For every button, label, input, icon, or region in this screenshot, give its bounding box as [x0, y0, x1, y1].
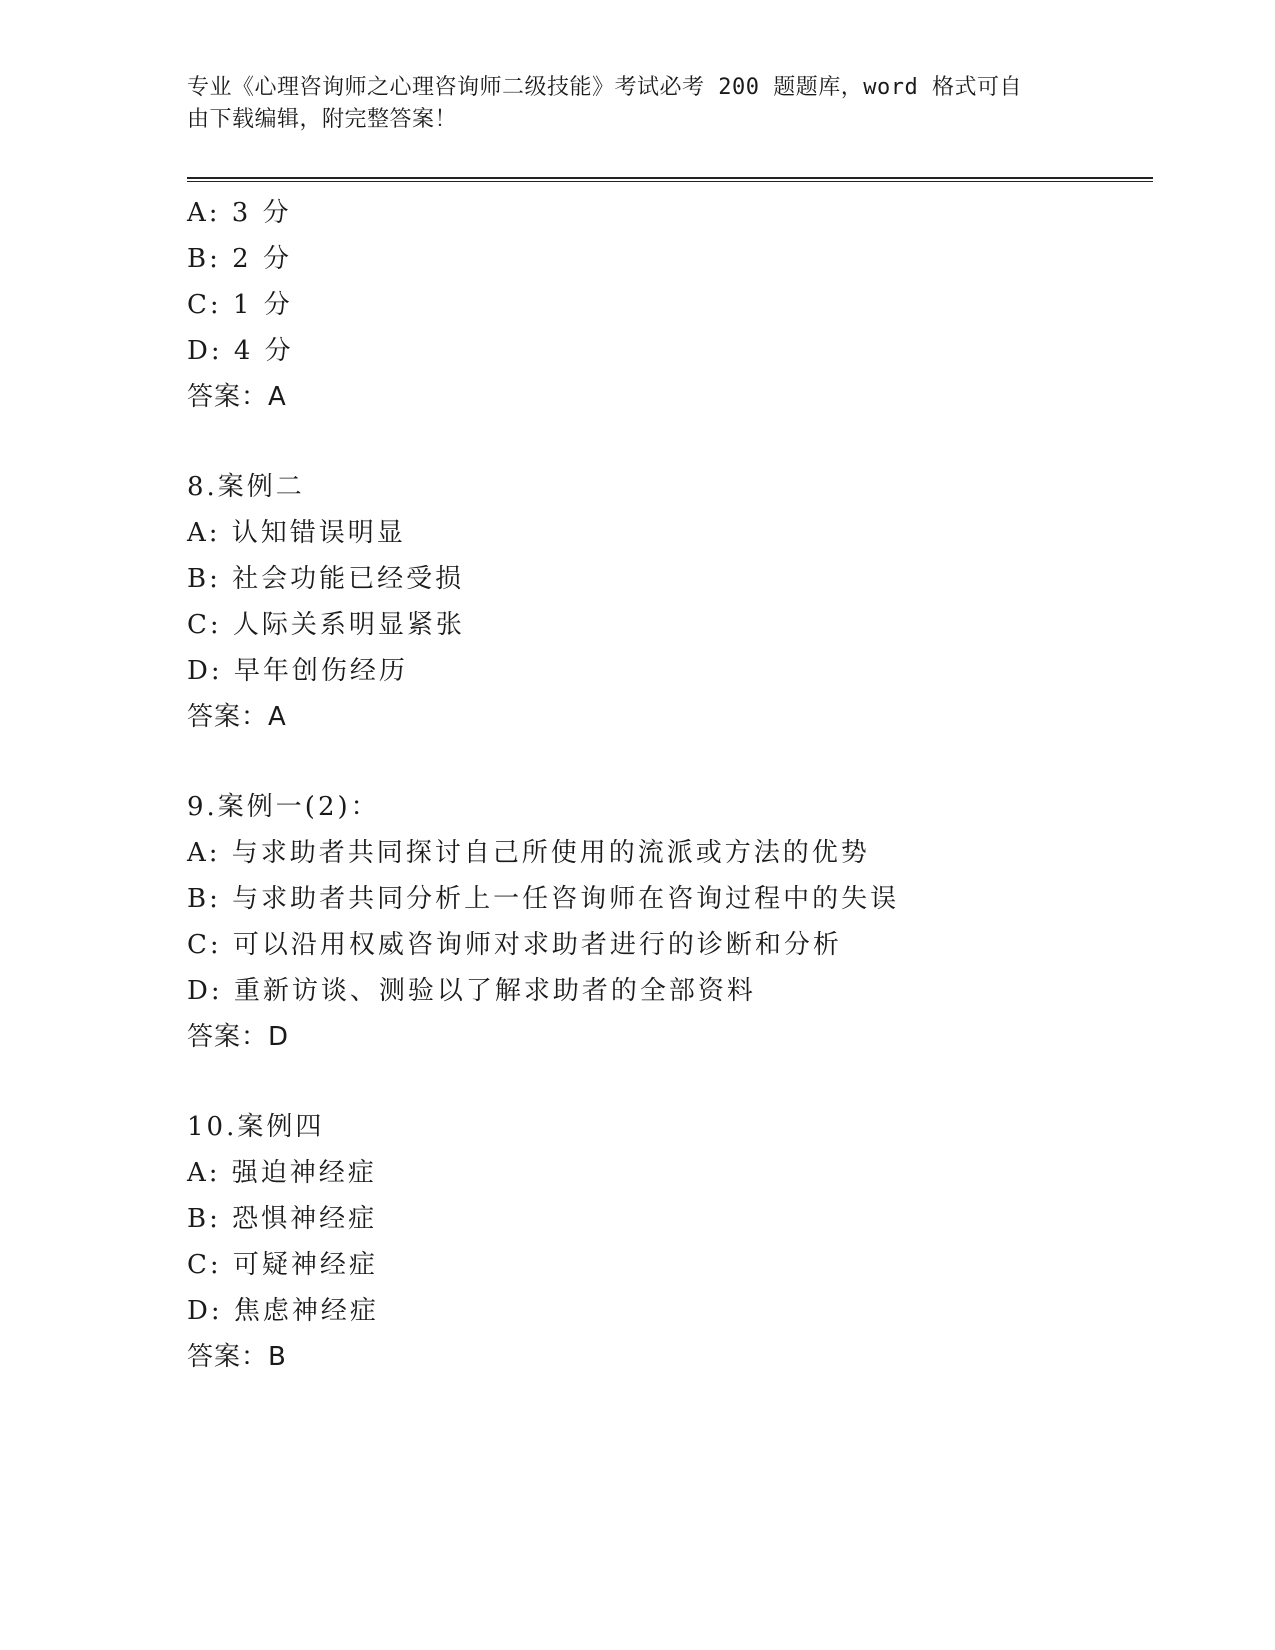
option-d: D: 重新访谈、测验以了解求助者的全部资料 [187, 976, 756, 1006]
header-line-1: 专业《心理咨询师之心理咨询师二级技能》考试必考 200 题题库，word 格式可自 [187, 75, 1022, 100]
option-a: A: 强迫神经症 [187, 1158, 377, 1188]
header-divider [187, 177, 1153, 182]
option-b: B: 社会功能已经受损 [187, 564, 465, 594]
question-title: 8.案例二 [187, 472, 305, 502]
question-partial [187, 190, 1147, 420]
option-b: B: 恐惧神经症 [187, 1204, 378, 1234]
option-a: A: 认知错误明显 [187, 518, 406, 548]
option-c: C: 1 分 [187, 290, 293, 320]
option-d: D: 焦虑神经症 [187, 1296, 379, 1326]
option-c: C: 人际关系明显紧张 [187, 610, 465, 640]
question-8 [187, 464, 1147, 740]
option-a: A: 与求助者共同探讨自己所使用的流派或方法的优势 [187, 838, 870, 868]
question-10 [187, 1104, 1147, 1380]
option-c: C: 可疑神经症 [187, 1250, 378, 1280]
document-header [187, 72, 1067, 136]
answer-line: 答案：B [187, 1342, 287, 1372]
answer-line: 答案：A [187, 702, 287, 732]
option-d: D: 早年创伤经历 [187, 656, 408, 686]
question-title: 9.案例一(2)： [187, 792, 380, 822]
option-d: D: 4 分 [187, 336, 294, 366]
header-line-2: 由下载编辑，附完整答案！ [187, 107, 458, 132]
option-c: C: 可以沿用权威咨询师对求助者进行的诊断和分析 [187, 930, 842, 960]
question-9 [187, 784, 1147, 1060]
question-list [187, 190, 1147, 1380]
answer-line: 答案：A [187, 382, 287, 412]
answer-line: 答案：D [187, 1022, 290, 1052]
option-b: B: 与求助者共同分析上一任咨询师在咨询过程中的失误 [187, 884, 900, 914]
option-a: A: 3 分 [187, 198, 292, 228]
question-title: 10.案例四 [187, 1112, 325, 1142]
option-b: B: 2 分 [187, 244, 292, 274]
